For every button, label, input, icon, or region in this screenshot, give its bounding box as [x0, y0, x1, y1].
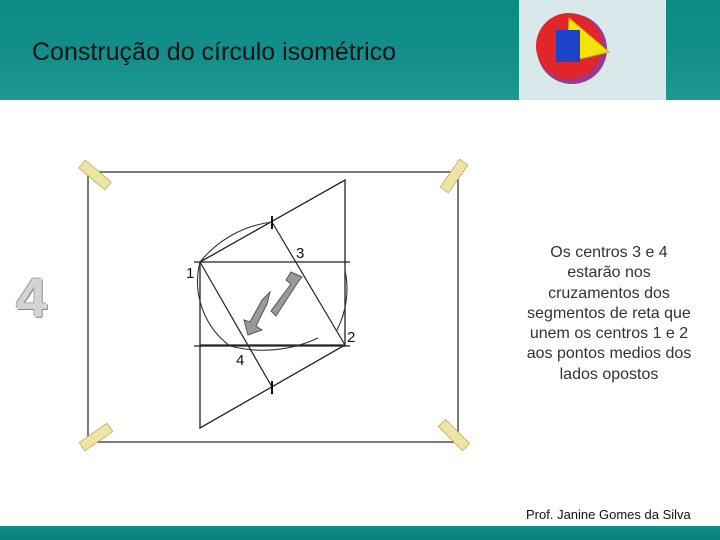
description-line: aos pontos medios dos — [526, 345, 692, 363]
footer-bar — [0, 526, 720, 540]
step-number: 4 — [16, 266, 48, 329]
description-text — [511, 243, 707, 385]
label-1: 1 — [186, 265, 195, 282]
description-line: lados opostos — [559, 365, 659, 383]
author-credit: Prof. Janine Gomes da Silva — [526, 507, 691, 522]
label-4: 4 — [236, 352, 245, 369]
description-line: segmentos de reta que — [527, 304, 691, 322]
paper-sheet — [88, 172, 458, 442]
page-title: Construção do círculo isométrico — [32, 38, 397, 66]
description-line: estarão nos — [567, 264, 651, 282]
label-2: 2 — [347, 329, 356, 346]
description-line: cruzamentos dos — [548, 284, 670, 302]
description-line: unem os centros 1 e 2 — [529, 325, 689, 343]
label-3: 3 — [296, 245, 305, 262]
description-line: Os centros 3 e 4 — [550, 244, 668, 261]
